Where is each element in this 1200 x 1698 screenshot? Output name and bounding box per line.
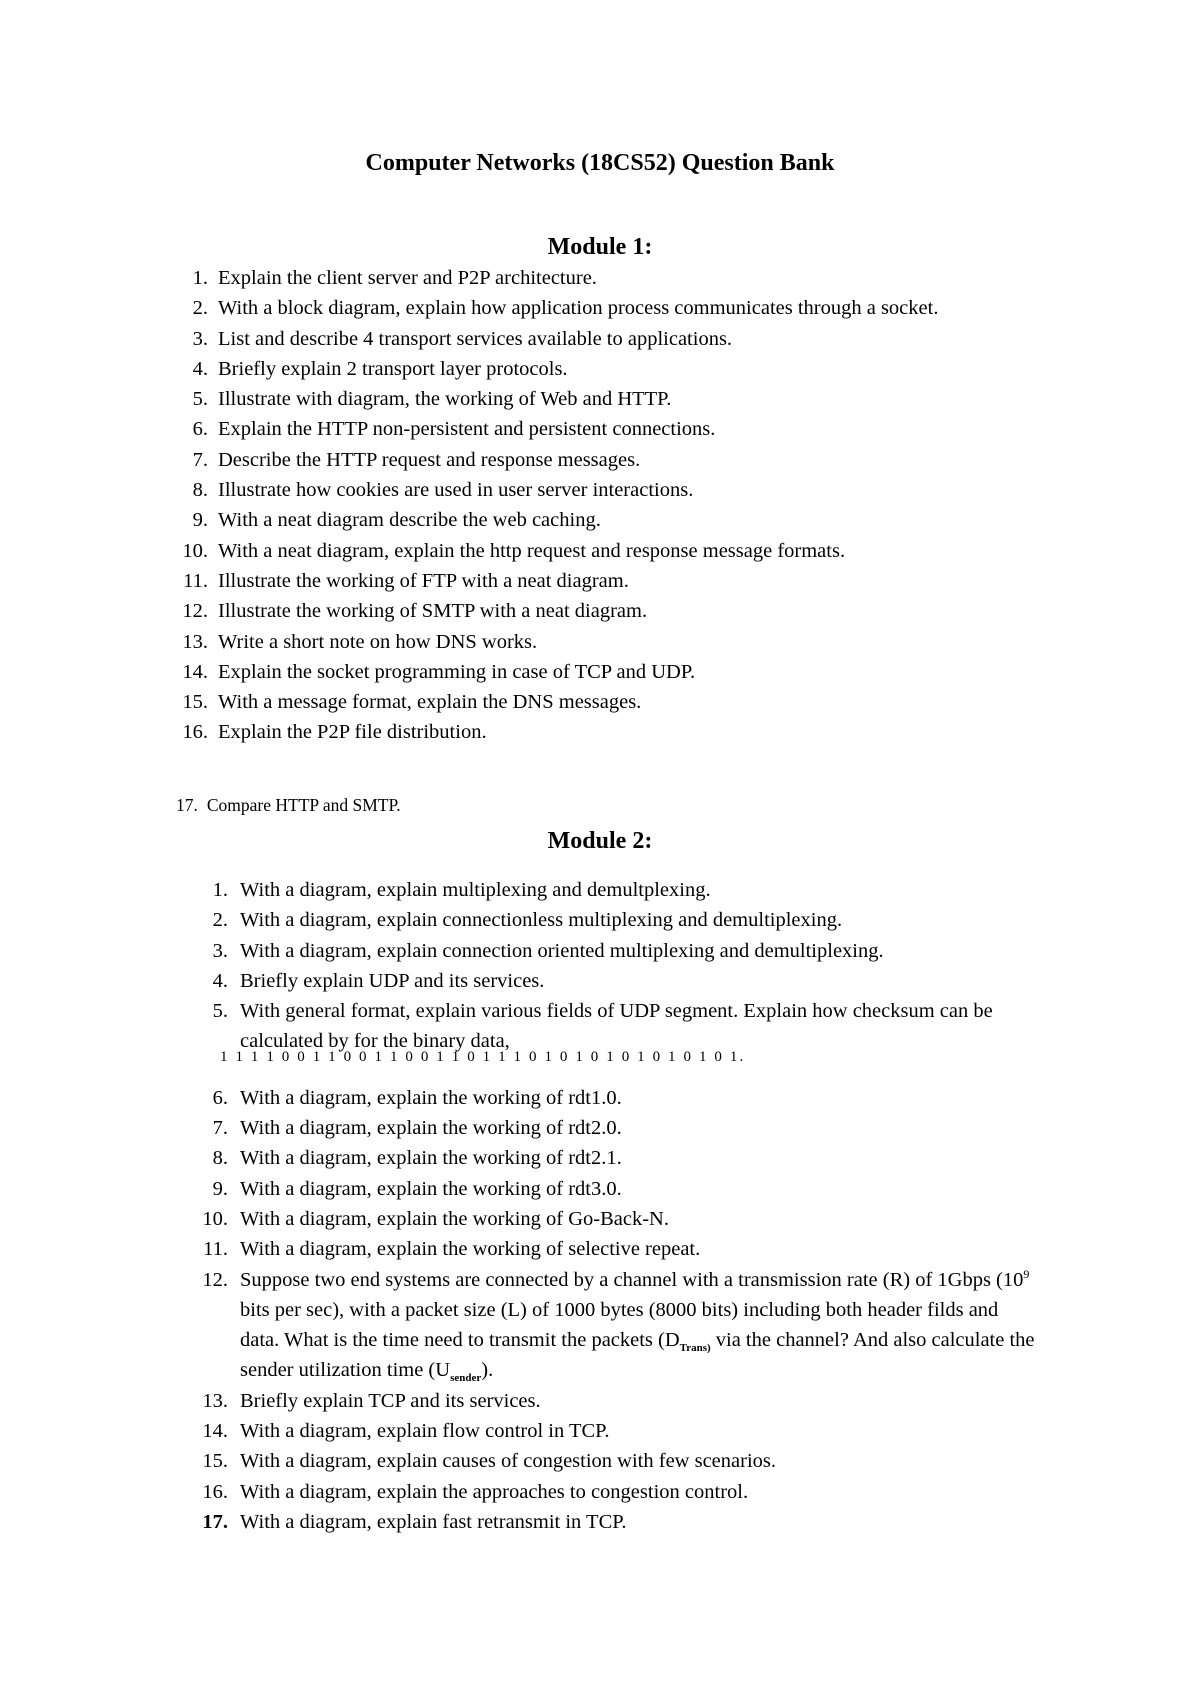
module-2-heading: Module 2:: [547, 828, 653, 854]
question-item: 14. With a diagram, explain flow control in TCP.: [202, 1420, 610, 1443]
question-item: 8. Illustrate how cookies are used in user server interactions.: [192, 479, 694, 502]
question-item: 4. Briefly explain UDP and its services.: [212, 969, 545, 992]
question-item: 10. With a neat diagram, explain the http request and response message formats.: [182, 539, 846, 562]
question-item: 13. Write a short note on how DNS works.: [182, 630, 538, 653]
question-item: 9. With a diagram, explain the working of rdt3.0.: [212, 1177, 622, 1200]
question-item: 15. With a message format, explain the DNS messages.: [182, 691, 642, 714]
binary-data: 1 1 1 1 0 0 1 1 0 0 1 1 0 0 1 1 0 1 1 1 0 1 0 1 0 1 0 1 0 1 0 1 0 1.: [220, 1049, 746, 1065]
question-item: 13. Briefly explain TCP and its services.: [202, 1389, 541, 1412]
module-2-question-list: [202, 875, 1040, 1537]
question-item: 2. With a block diagram, explain how application process communicates through a socket.: [192, 297, 939, 320]
question-item: 1. With a diagram, explain multiplexing and demultplexing.: [212, 879, 711, 901]
question-item: 14. Explain the socket programming in case of TCP and UDP.: [182, 660, 696, 683]
question-item: 5. With general format, explain various fields of UDP segment. Explain how checksum can be calculated by for the binary data,: [212, 1000, 993, 1053]
question-item: 3. List and describe 4 transport services available to applications.: [192, 327, 733, 350]
subscript: sender: [450, 1372, 482, 1385]
question-item: 12. Illustrate the working of SMTP with a neat diagram.: [182, 600, 648, 623]
superscript: 9: [1023, 1266, 1030, 1281]
question-item: 7. Describe the HTTP request and response messages.: [192, 448, 641, 471]
question-item: 16. Explain the P2P file distribution.: [182, 721, 487, 744]
question-item: 3. With a diagram, explain connection oriented multiplexing and demultiplexing.: [212, 939, 884, 962]
question-item: 11. Illustrate the working of FTP with a neat diagram.: [183, 569, 629, 592]
question-item: 11. With a diagram, explain the working of selective repeat.: [203, 1238, 701, 1261]
question-item: 7. With a diagram, explain the working of rdt2.0.: [212, 1117, 622, 1140]
document-title: Computer Networks (18CS52) Question Bank: [365, 150, 835, 176]
question-item: 8. With a diagram, explain the working of rdt2.1.: [212, 1147, 622, 1170]
module-1-heading: Module 1:: [547, 234, 653, 260]
question-item: 6. Explain the HTTP non-persistent and persistent connections.: [192, 418, 716, 441]
question-item: 9. With a neat diagram describe the web caching.: [192, 509, 601, 532]
question-item: 6. With a diagram, explain the working of rdt1.0.: [212, 1086, 622, 1109]
question-item: 12. Suppose two end systems are connected by a channel with a transmission rate (R) of 1Gbps ($10^9$ bits per sec), with a packet size (L) of 1000 bytes (8000 bits) including both header filds and data. What is the time need to transmit the packets ($D_{Trans)}$ via the channel? And also calculate the sender utilization time $(U_{sender})$.: [202, 1266, 1035, 1385]
question-item: 10. With a diagram, explain the working of Go-Back-N.: [202, 1207, 669, 1230]
question-item: 16. With a diagram, explain the approaches to congestion control.: [202, 1480, 749, 1503]
question-item: 5. Illustrate with diagram, the working of Web and HTTP.: [192, 388, 672, 411]
module-1-question-list: [182, 263, 1038, 748]
question-item: 1. Explain the client server and P2P architecture.: [192, 267, 597, 289]
question-item: 4. Briefly explain 2 transport layer protocols.: [192, 357, 568, 380]
subscript: Trans): [679, 1342, 711, 1355]
question-item: 17. With a diagram, explain fast retransmit in TCP.: [202, 1510, 627, 1533]
question-item: 15. With a diagram, explain causes of congestion with few scenarios.: [202, 1450, 776, 1473]
module-1-question-17: 17. Compare HTTP and SMTP.: [176, 795, 401, 815]
question-item: 2. With a diagram, explain connectionless multiplexing and demultiplexing.: [212, 909, 843, 932]
